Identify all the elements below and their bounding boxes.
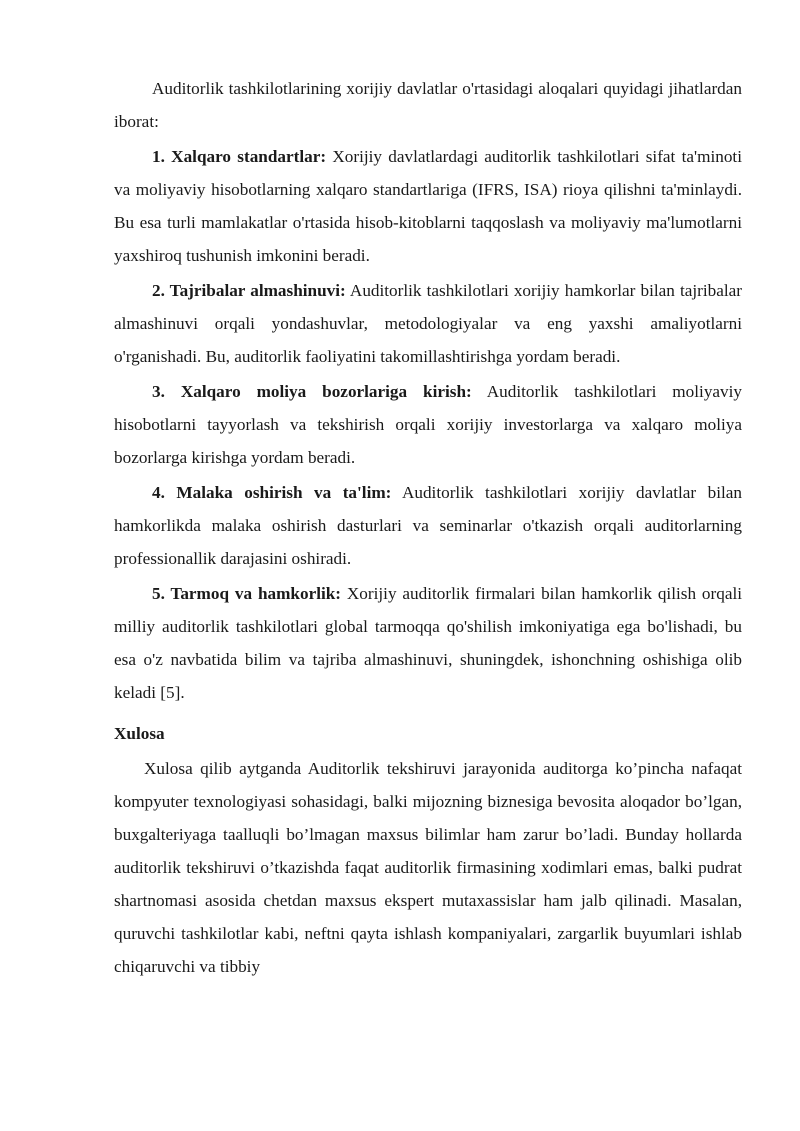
list-item-text: Auditorlik tashkilotlari xorijiy hamkorlar bilan tajribalar almashinuvi orqali yondashuvlar, metodologiyalar va eng yaxshi amaliyotlarni o'rganishadi. Bu, auditorlik faoliyatini takomillashtirishga yordam beradi. bbox=[114, 281, 742, 366]
intro-paragraph: Auditorlik tashkilotlarining xorijiy davlatlar o'rtasidagi aloqalari quyidagi jihatlardan iborat: bbox=[114, 79, 742, 131]
list-item-text: Auditorlik tashkilotlari xorijiy davlatlar bilan hamkorlikda malaka oshirish dasturlari va seminarlar o'tkazish orqali auditorlarning professionallik darajasini oshiradi. bbox=[114, 483, 742, 568]
list-item-financial-markets bbox=[114, 375, 742, 474]
list-item-title: 4. Malaka oshirish va ta'lim: bbox=[152, 483, 392, 502]
document-page bbox=[114, 72, 742, 983]
list-item-text: Xorijiy auditorlik firmalari bilan hamkorlik qilish orqali milliy auditorlik tashkilotlari global tarmoqqa qo'shilish imkoniyatiga ega bo'lishadi, bu esa o'z navbatida bilim va tajriba almashinuvi, shuningdek, ishonchning oshishiga olib keladi [5]. bbox=[114, 584, 742, 702]
list-item-title: 1. Xalqaro standartlar: bbox=[152, 147, 327, 166]
list-item-text: Auditorlik tashkilotlari moliyaviy hisobotlarni tayyorlash va tekshirish orqali xorijiy investorlarga va xalqaro moliya bozorlarga kirishga yordam beradi. bbox=[114, 382, 743, 467]
list-item-training bbox=[114, 476, 742, 575]
list-item-experience-exchange bbox=[114, 274, 742, 373]
list-item-title: 2. Tajribalar almashinuvi: bbox=[152, 281, 346, 300]
list-item-title: 3. Xalqaro moliya bozorlariga kirish: bbox=[152, 382, 472, 401]
list-item-title: 5. Tarmoq va hamkorlik: bbox=[152, 584, 342, 603]
list-item-text: Xorijiy davlatlardagi auditorlik tashkilotlari sifat ta'minoti va moliyaviy hisobotlarning xalqaro standartlariga (IFRS, ISA) rioya qilishni ta'minlaydi. Bu esa turli mamlakatlar o'rtasida hisob-kitoblarni taqqoslash va moliyaviy ma'lumotlarni yaxshiroq tushunish imkonini beradi. bbox=[114, 147, 742, 265]
conclusion-paragraph: Xulosa qilib aytganda Auditorlik tekshiruvi jarayonida auditorga ko’pincha nafaqat kompyuter texnologiyasi sohasidagi, balki mijozning biznesiga bevosita aloqador bo’lgan, buxgalteriyaga taalluqli bo’lmagan maxsus bilimlar ham zarur bo’ladi. Bunday hollarda auditorlik tekshiruvi o’tkazishda faqat auditorlik firmasining xodimlari emas, balki pudrat shartnomasi asosida chetdan maxsus ekspert mutaxassislar ham jalb qilinadi. Masalan, quruvchi tashkilotlar kabi, neftni qayta ishlash kompaniyalari, zargarlik buyumlari ishlab chiqaruvchi va tibbiy bbox=[114, 759, 742, 976]
list-item-networking bbox=[114, 577, 742, 709]
conclusion-heading: Xulosa bbox=[114, 724, 165, 743]
list-item-international-standards bbox=[114, 140, 742, 272]
